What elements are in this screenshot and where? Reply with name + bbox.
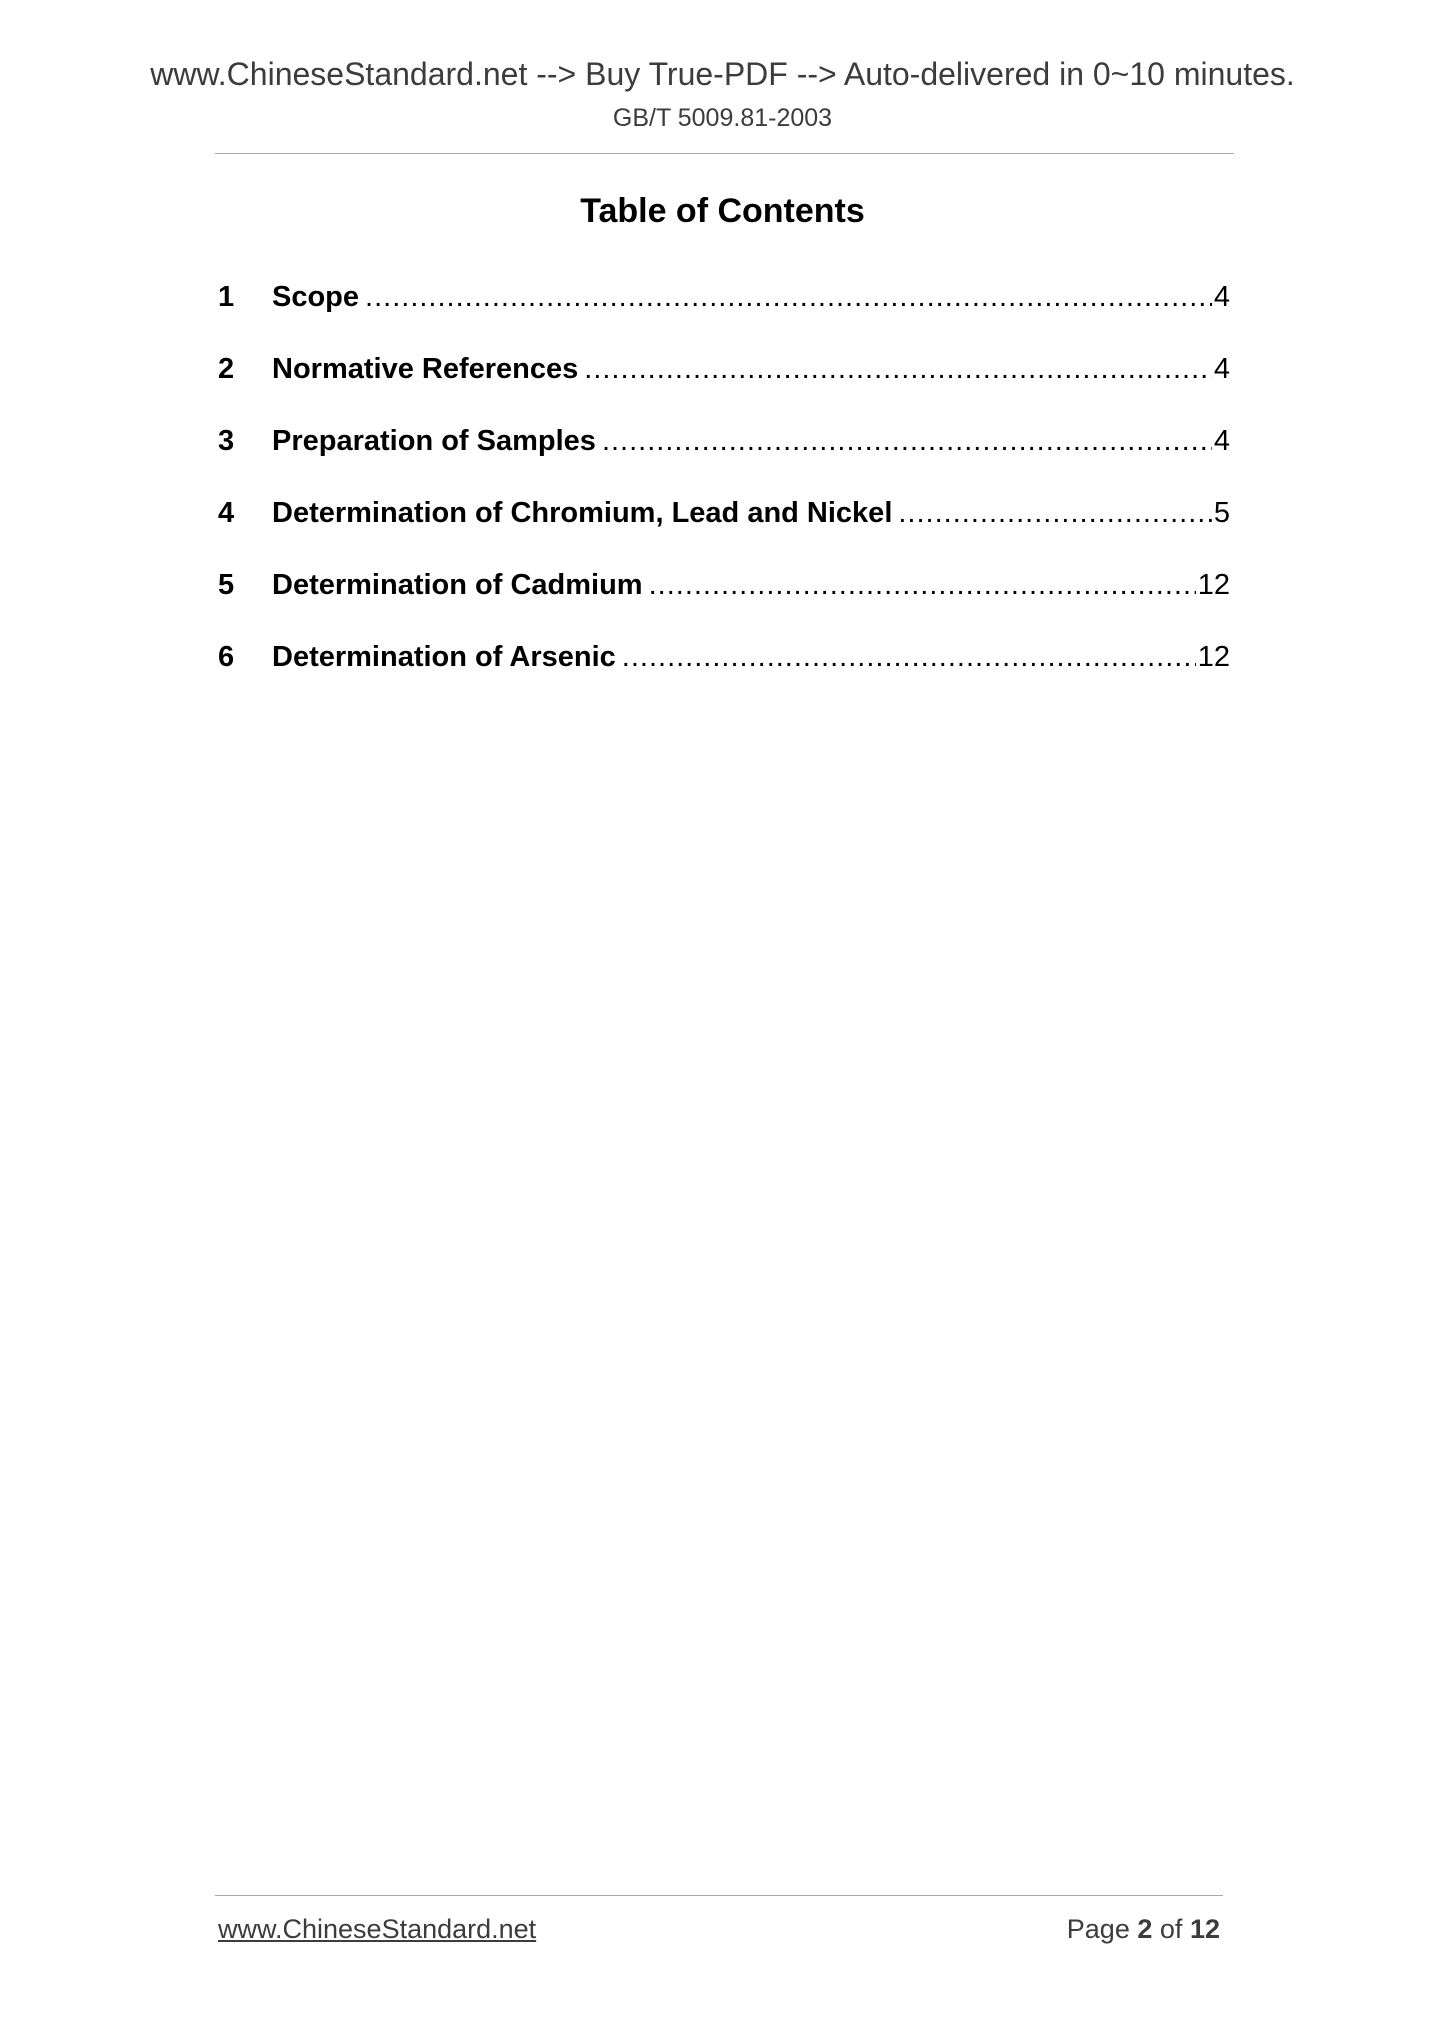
table-of-contents xyxy=(218,277,1230,709)
toc-entry-page: 4 xyxy=(1213,281,1230,313)
toc-entry-page: 4 xyxy=(1213,353,1230,385)
page-prefix: Page xyxy=(1066,1914,1130,1944)
toc-entry-number: 1 xyxy=(218,281,235,313)
toc-entry-number: 2 xyxy=(218,353,235,385)
page-indicator xyxy=(1067,1914,1220,1945)
toc-entry-page: 4 xyxy=(1213,425,1230,457)
toc-entry-label: Scope xyxy=(272,281,360,313)
toc-entry[interactable] xyxy=(218,277,1230,349)
toc-entry[interactable] xyxy=(218,349,1230,421)
toc-entry-number: 4 xyxy=(218,497,235,529)
toc-dot-leader xyxy=(622,637,1196,677)
toc-entry-page: 12 xyxy=(1197,641,1230,673)
toc-entry[interactable] xyxy=(218,493,1230,565)
toc-entry-number: 6 xyxy=(218,641,235,673)
toc-title: Table of Contents xyxy=(580,192,865,230)
toc-entry[interactable] xyxy=(218,565,1230,637)
toc-entry-label: Preparation of Samples xyxy=(272,425,596,457)
toc-entry-number: 5 xyxy=(218,569,235,601)
toc-entry[interactable] xyxy=(218,421,1230,493)
toc-entry-label: Determination of Arsenic xyxy=(272,641,616,673)
toc-dot-leader xyxy=(649,565,1196,605)
toc-dot-leader xyxy=(584,349,1212,389)
toc-dot-leader xyxy=(365,277,1212,317)
total-pages-number: 12 xyxy=(1189,1914,1220,1944)
header-banner: www.ChineseStandard.net --> Buy True-PDF --> Auto-delivered in 0~10 minutes. xyxy=(150,56,1295,92)
toc-dot-leader xyxy=(602,421,1212,461)
header-divider xyxy=(215,153,1234,154)
toc-entry-label: Normative References xyxy=(272,353,579,385)
toc-entry-page: 12 xyxy=(1197,569,1230,601)
page-of: of xyxy=(1159,1914,1183,1944)
toc-entry-label: Determination of Chromium, Lead and Nickel xyxy=(272,497,893,529)
current-page-number: 2 xyxy=(1137,1914,1153,1944)
toc-entry[interactable] xyxy=(218,637,1230,709)
toc-dot-leader xyxy=(898,493,1211,533)
toc-entry-number: 3 xyxy=(218,425,235,457)
standard-code: GB/T 5009.81-2003 xyxy=(612,104,833,132)
toc-entry-page: 5 xyxy=(1213,497,1230,529)
footer-divider xyxy=(215,1895,1223,1896)
footer-site-link[interactable]: www.ChineseStandard.net xyxy=(218,1914,537,1944)
toc-entry-label: Determination of Cadmium xyxy=(272,569,643,601)
